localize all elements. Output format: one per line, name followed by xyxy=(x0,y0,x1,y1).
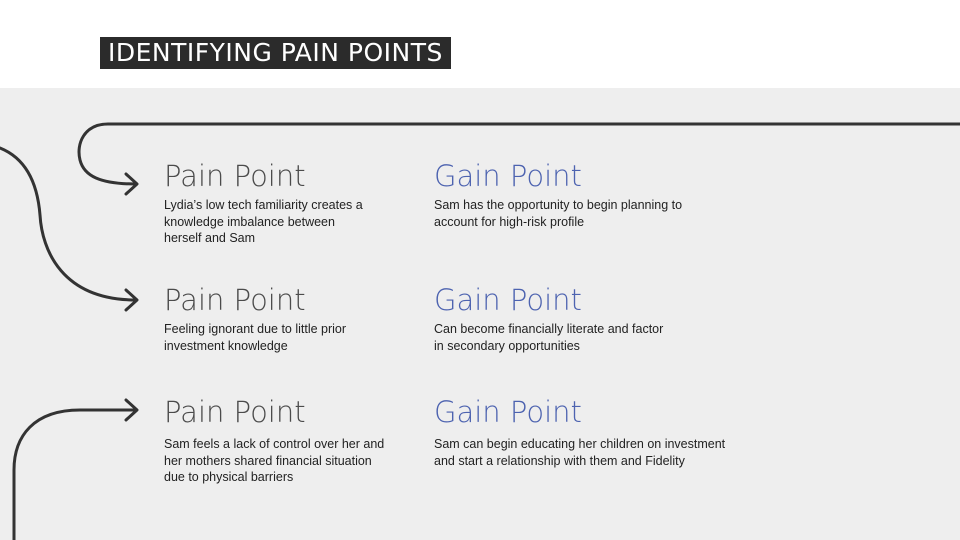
flow-arrow-icon xyxy=(0,148,136,300)
gain-point-heading-1: Gain Point xyxy=(434,159,582,193)
pain-point-text-2: Feeling ignorant due to little prior investment knowledge xyxy=(164,322,347,353)
pain-point-text-1: Lydia’s low tech familiarity creates a knowledge imbalance between herself and Sam xyxy=(164,198,363,245)
pain-point-text-3: Sam feels a lack of control over her and her mothers shared financial situation due to physical barriers xyxy=(164,437,385,484)
gain-point-text-3: Sam can begin educating her children on investment and start a relationship with them and Fidelity xyxy=(434,437,726,468)
flow-arrow-icon xyxy=(14,410,136,540)
gain-point-heading-2: Gain Point xyxy=(434,283,582,317)
gain-point-heading-3: Gain Point xyxy=(434,395,582,429)
gain-point-text-2: Can become financially literate and factor in secondary opportunities xyxy=(434,322,664,353)
gain-point-text-1: Sam has the opportunity to begin planning to account for high-risk profile xyxy=(434,198,683,229)
pain-point-heading-3: Pain Point xyxy=(164,395,306,429)
pain-point-heading-1: Pain Point xyxy=(164,159,306,193)
pain-point-heading-2: Pain Point xyxy=(164,283,306,317)
slide-title: IDENTIFYING PAIN POINTS xyxy=(100,37,451,69)
